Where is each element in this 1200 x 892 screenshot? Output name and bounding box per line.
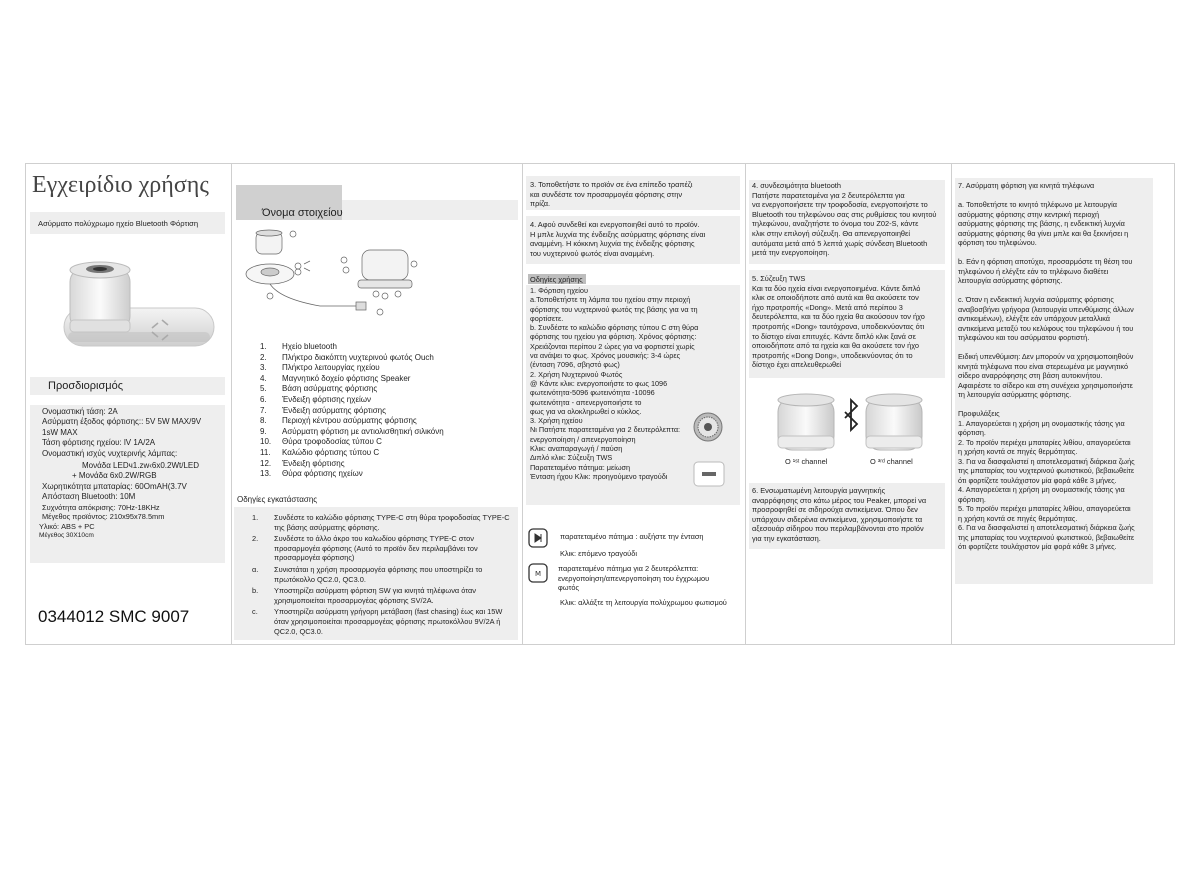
usage-heading: Οδηγίες χρήσης	[530, 275, 583, 284]
tws-illustration	[772, 392, 932, 456]
spec-item: Χωρητικότητα μπαταρίας: 60OmAH(3.7V	[42, 481, 187, 491]
spec-item: Ονομαστική ισχύς νυχτερινής λάμπας:	[42, 448, 178, 458]
list-item: 1. Ηχείο bluetooth	[260, 342, 337, 351]
column-divider	[745, 163, 746, 645]
column-divider	[231, 163, 232, 645]
component-list	[260, 342, 444, 480]
list-item: 7. Ένδειξη ασύρματης φόρτισης	[260, 405, 386, 415]
spec-item: Ασύρματη έξοδος φόρτισης:: 5V 5W MAX/9V	[42, 417, 202, 427]
light-knob-icon	[693, 412, 723, 442]
spec-item: Υλικό: ABS + PC	[39, 521, 95, 531]
install-step: c. Υποστηρίζει ασύρματη γρήγορη μετάβαση (fast chasing) έως και 15W όταν χρησιμοποιείται προσαρμογέας φόρτισης πρωτοκόλλου 9V/2A ή QC2.0, QC3.0.	[252, 607, 503, 636]
list-item: 4. Μαγνητικό δοχείο φόρτισης Speaker	[260, 373, 411, 383]
spec-item: + Μονάδα 6x0.2W/RGB	[72, 471, 157, 481]
product-subtitle: Ασύρματο πολύχρωμο ηχείο Bluetooth Φόρτιση	[38, 219, 199, 228]
bt-text: 4. συνδεσιμότητα bluetooth Πατήστε παρατεταμένα για 2 δευτερόλεπτα για να ενεργοποιήσετε την τροφοδοσία, ενεργοποιήστε το Bluetooth του τηλεφώνου σας στις ρυθμίσεις του κινητού τηλεφώνου, αναζητήστε το όνομα του Z02-S, κάντε κλικ στην επιλογή σύζευξη. Θα απενεργοποιηθεί αυτόματα μετά από 5 λεπτά χωρίς σύνδεση Bluetooth μετά την ενεργοποίηση.	[752, 181, 937, 258]
install-step: 2. Συνδέστε το άλλο άκρο του καλωδίου φόρτισης TYPE-C στον προσαρμογέα φόρτισης (Αυτό το προϊόν δεν περιλαμβάνει τον προσαρμογέα φόρτισης)	[252, 534, 478, 563]
mode-icon	[528, 563, 548, 583]
spec-item: Απόσταση Bluetooth: 10M	[42, 492, 136, 502]
play-next-icon	[528, 528, 548, 548]
list-item: 2. Πλήκτρο διακόπτη νυχτερινού φωτός Ouch	[260, 352, 434, 362]
volume-up-text: παρατεταμένο πάτημα : αυξήστε την ένταση	[560, 532, 704, 541]
install-step: b. Υποστηρίζει ασύρματη φόρτιση SW για κινητά τηλέφωνα όταν χρησιμοποιείται προσαρμογέας φόρτισης SV/2A.	[252, 586, 477, 605]
install-heading: Οδηγίες εγκατάστασης	[237, 495, 318, 504]
spec-item: Ονομαστική τάση: 2A	[42, 407, 118, 416]
step4-text: 4. Αφού συνδεθεί και ενεργοποιηθεί αυτό το προϊόν. Η μπλε λυχνία της ένδειξης ασύρματης φόρτισης είναι αναμμένη. Η κόκκινη λυχνία της ένδειξης φόρτισης του νυχτερινού φωτός είναι αναμμένη.	[530, 220, 706, 258]
list-item: 13. Θύρα φόρτισης ηχείων	[260, 469, 363, 479]
component-heading: Όνομα στοιχείου	[262, 207, 343, 219]
list-item: 5. Βάση ασύρματης φόρτισης	[260, 384, 378, 394]
list-item: 11. Καλώδιο φόρτισης τύπου C	[260, 447, 380, 457]
list-item: 10. Θύρα τροφοδοσίας τύπου C	[260, 437, 382, 447]
list-item: 8. Περιοχή κέντρου ασύρματης φόρτισης	[260, 416, 417, 426]
spec-item: Μέγεθος προϊόντος: 210x95x78.5mm	[42, 512, 165, 522]
spec-item: Συχνότητα απόκρισης: 70Hz-18KHz	[42, 502, 160, 512]
svg-text:M: M	[534, 570, 542, 578]
right-channel-label: Ο ³ʳᵈ channel	[870, 457, 913, 466]
model-code: 0344012 SMC 9007	[38, 607, 190, 626]
install-step: α. Συνιστάται η χρήση προσαρμογέα φόρτισης που υποστηρίζει το πρωτόκολλο QC2.0, QC3.0.	[252, 564, 483, 584]
manual-title: Εγχειρίδιο χρήσης	[32, 172, 209, 198]
next-track-text: Κλικ: επόμενο τραγούδι	[560, 549, 637, 558]
list-item: 3. Πλήκτρο λειτουργίας ηχείου	[260, 363, 380, 373]
wireless-charging-text: 7. Ασύρματη φόρτιση για κινητά τηλέφωνα a. Τοποθετήστε το κινητό τηλέφωνο με λειτουργία ασύρματης φόρτισης στην κεντρική περιοχή ασύρματης φόρτισης της βάσης, η ενδεικτική λυχνία ασύρματης φόρτισης θα γίνει μπλε και θα ξεκινήσει η φόρτιση του τηλεφώνου. b. Εάν η φόρτιση αποτύχει, προσαρμόστε τη θέση του τηλεφώνου ή ελέγξτε εάν το τηλέφωνο διαθέτει λειτουργία ασύρματης φόρτισης. c. Όταν η ενδεικτική λυχνία ασύρματης φόρτισης αναβοσβήνει γρήγορα (λειτουργία υπενθύμισης άλλων αντικειμένων), ελέγξτε εάν υπάρχουν μεταλλικά αντικείμενα μεταξύ του κελύφους του τηλεφώνου ή του τηλεφώνου και του ασύρματου φορτιστή. Ειδική υπενθύμιση: Δεν μπορούν να χρησιμοποιηθούν κινητά τηλέφωνα που είναι στερεωμένα με μαγνητικό σίδερο αναρρόφησης στη βάση αυτοκινήτου. Αφαιρέστε το σίδερο και στη συνέχεια χρησιμοποιήστε τη λειτουργία ασύρματης φόρτισης. Προφυλάξεις 1. Απαγορεύεται η χρήση μη ονομαστικής τάσης για φόρτιση. 2. Το προϊόν περιέχει μπαταρίες λιθίου, απαγορεύεται η χρήση κοντά σε πηγές θερμότητας. 3. Για να διασφαλιστεί η αποτελεσματική διάρκεια ζωής της μπαταρίας του νυχτερινού φωτιστικού, βεβαιωθείτε ότι φορτίζετε τουλάχιστον μία φορά κάθε 3 μήνες. 4. Απαγορεύεται η χρήση μη ονομαστικής τάσης για φόρτιση. 5. Το προϊόν περιέχει μπαταρίες λιθίου, απαγορεύεται η χρήση κοντά σε πηγές θερμότητας. 6. Για να διασφαλιστεί η αποτελεσματική διάρκεια ζωής της μπαταρίας του νυχτερινού φωτιστικού, βεβαιωθείτε ότι φορτίζετε τουλάχιστον μία φορά κάθε 3 μήνες.	[958, 181, 1135, 551]
install-step: 1. Συνδέστε το καλώδιο φόρτισης TYPE-C στη θύρα τροφοδοσίας TYPE-C της βάσης ασύρματης φόρτισης.	[252, 513, 510, 532]
color-light-toggle-text: παρατεταμένο πάτημα για 2 δευτερόλεπτα: ενεργοποίηση/απενεργοποίηση του έγχρωμου φωτός	[558, 564, 710, 593]
speaker-button-icon	[692, 460, 726, 490]
list-item: 9. Ασύρματη φόρτιση με αντιολισθητική σιλικόνη	[260, 426, 444, 436]
tws-text: 5. Σύζευξη TWS Και τα δύο ηχεία είναι ενεργοποιημένα. Κάντε διπλό κλικ σε οποιοδήποτε από αυτά και θα ακούσετε τον ήχο προτροπής «Dong». Μετά από περίπου 3 δευτερόλεπτα, και τα δύο ηχεία θα ακούσουν τον ήχο προτροπής «Dong» ταυτόχρονα, υποδεικνύοντας ότι το δίστιχο είναι επιτυχές. Κάντε διπλό κλικ ξανά σε οποιοδήποτε από τα ηχεία και θα ακούσετε τον ήχο προτροπής «Dong Dong», υποδεικνύοντας ότι το δίστιχο έχει απελευθερωθεί	[752, 274, 925, 370]
color-mode-text: Κλικ: αλλάξτε τη λειτουργία πολύχρωμου φωτισμού	[560, 598, 727, 607]
left-channel-label: Ο ¹ˢᵗ channel	[785, 457, 828, 466]
spec-item: Μέγεθος 30X10cm	[39, 532, 94, 540]
spec-list	[39, 407, 227, 541]
step3-text: 3. Τοποθετήστε το προϊόν σε ένα επίπεδο τραπέζι και συνδέστε τον προσαρμογέα φόρτισης στην πρίζα.	[530, 180, 693, 209]
usage-text: 1. Φόρτιση ηχείου a.Τοποθετήστε τη λάμπα του ηχείου στην περιοχή φόρτισης του νυχτερινού φωτός της βάσης για να τη φορτίσετε. b. Συνδέστε το καλώδιο φόρτισης τύπου C στη θύρα φόρτισης του ηχείου για φόρτιση. Χρόνος φόρτισης: Χρειάζονται περίπου 2 ώρες για να φορτιστεί χωρίς να ανάψει το φως. Χρόνος μουσικής: 3-4 ώρες (ένταση 7096, σβηστό φως) 2. Χρήση Νυχτερινού Φωτός @ Κάντε κλικ: ενεργοποιήστε το φως 1096 φωτεινότητα-5096 φωτεινότητα -10096 φωτεινότητα - απενεργοποιήστε το φως για να ολοκληρωθεί ο κύκλος. 3. Χρήση ηχείου Νι Πατήστε παρατεταμένα για 2 δευτερόλεπτα: ενεργοποίηση / απενεργοποίηση Κλικ: αναπαραγωγή / παύση Διπλό κλικ: Σύζευξη TWS Παρατεταμένο πάτημα: μείωση Ένταση ήχου Κλικ: προηγούμενο τραγούδι	[530, 286, 699, 481]
install-steps	[252, 513, 516, 636]
product-image	[52, 250, 222, 360]
spec-item: Μονάδα LEDч1.zw‹6x0.2Wt/LED	[82, 461, 200, 471]
list-item: 6. Ένδειξη φόρτισης ηχείων	[260, 394, 372, 404]
component-heading-bar	[342, 200, 518, 220]
spec-item: 1sW MAX	[42, 427, 78, 437]
spec-item: Τάση φόρτισης ηχείου: lV 1A/2A	[42, 438, 156, 448]
column-divider	[522, 163, 523, 645]
list-item: 12. Ένδειξη φόρτισης	[260, 458, 345, 468]
component-diagram	[240, 224, 420, 324]
spec-heading: Προσδιορισμός	[48, 380, 124, 392]
magnet-text: 6. Ενσωματωμένη λειτουργία μαγνητικής αναρρόφησης στο κάτω μέρος του Peaker, μπορεί να προσροφηθεί σε σιδηρούχα αντικείμενα. Όπου δεν υπάρχουν σιδερένια αντικείμενα, χρησιμοποιήστε τα αξεσουάρ σίδηρου που περιλαμβάνονται στο προϊόν για την εγκατάσταση.	[752, 486, 927, 543]
column-divider	[951, 163, 952, 645]
